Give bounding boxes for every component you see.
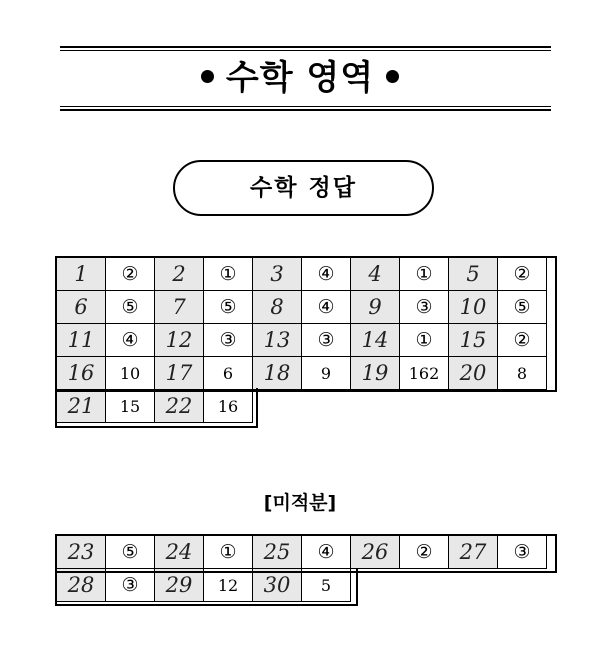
empty-cell [351,569,400,602]
question-number: 15 [449,324,498,357]
answer-value: ② [498,258,547,291]
answer-value: ② [400,536,449,569]
answer-value: ① [204,258,253,291]
answer-row [57,569,547,602]
answer-value: ③ [498,536,547,569]
answer-row [57,390,547,423]
question-number: 8 [253,291,302,324]
answer-value: ④ [302,258,351,291]
question-number: 11 [57,324,106,357]
answer-row [57,291,547,324]
answer-value: ③ [302,324,351,357]
empty-cell [302,390,351,423]
question-number: 18 [253,357,302,390]
answer-value: ③ [106,569,155,602]
question-number: 1 [57,258,106,291]
top-rule-outer [60,46,551,48]
calculus-heading: [미적분] [263,492,337,514]
question-number: 20 [449,357,498,390]
answer-value: ① [400,324,449,357]
question-number: 21 [57,390,106,423]
bullet-icon [201,70,214,83]
answer-value: 9 [302,357,351,390]
answer-row [57,357,547,390]
answer-value: ⑤ [106,291,155,324]
answer-value: 162 [400,357,449,390]
answer-value: ① [204,536,253,569]
question-number: 13 [253,324,302,357]
question-number: 24 [155,536,204,569]
empty-cell [449,390,498,423]
answer-row [57,324,547,357]
answer-value: ⑤ [106,536,155,569]
answer-value: 16 [204,390,253,423]
question-number: 22 [155,390,204,423]
question-number: 5 [449,258,498,291]
bottom-rule-outer [60,109,551,111]
answer-value: 10 [106,357,155,390]
answer-value: 8 [498,357,547,390]
question-number: 23 [57,536,106,569]
empty-cell [498,569,547,602]
empty-cell [400,569,449,602]
question-number: 6 [57,291,106,324]
answer-value: 6 [204,357,253,390]
question-number: 30 [253,569,302,602]
question-number: 17 [155,357,204,390]
question-number: 7 [155,291,204,324]
answer-value: ④ [302,291,351,324]
bullet-icon [386,70,399,83]
calculus-answer-table [56,535,547,602]
question-number: 25 [253,536,302,569]
answer-value: ① [400,258,449,291]
answer-value: ⑤ [204,291,253,324]
question-number: 14 [351,324,400,357]
empty-cell [449,569,498,602]
empty-cell [253,390,302,423]
question-number: 27 [449,536,498,569]
page-title-text: 수학 영역 [225,58,375,98]
question-number: 4 [351,258,400,291]
empty-cell [351,390,400,423]
question-number: 26 [351,536,400,569]
answer-value: ④ [106,324,155,357]
question-number: 10 [449,291,498,324]
answer-value: ② [498,324,547,357]
answer-row [57,258,547,291]
answer-value: ④ [302,536,351,569]
answer-value: ② [106,258,155,291]
bottom-rule-inner [60,106,551,107]
question-number: 19 [351,357,400,390]
empty-cell [498,390,547,423]
answer-value: 15 [106,390,155,423]
question-number: 9 [351,291,400,324]
common-answer-table [56,257,547,423]
question-number: 29 [155,569,204,602]
top-rule-inner [60,50,551,51]
answer-value: ③ [400,291,449,324]
answer-key-heading: 수학 정답 [173,160,434,216]
page-title [0,52,600,104]
answer-row [57,536,547,569]
answer-value: 5 [302,569,351,602]
answer-value: ③ [204,324,253,357]
question-number: 2 [155,258,204,291]
answer-value: 12 [204,569,253,602]
question-number: 28 [57,569,106,602]
question-number: 12 [155,324,204,357]
question-number: 3 [253,258,302,291]
answer-value: ⑤ [498,291,547,324]
empty-cell [400,390,449,423]
question-number: 16 [57,357,106,390]
